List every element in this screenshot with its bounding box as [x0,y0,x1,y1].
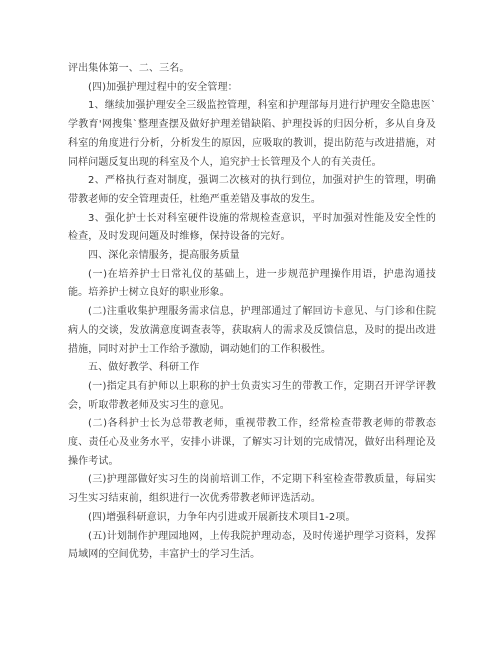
document-body [68,60,436,565]
paragraph-service-1: (一)在培养护士日常礼仪的基础上，进一步规范护理操作用语，护患沟通技能。培养护士树立良好的职业形象。 [68,268,436,299]
paragraph-safety-2: 2、严格执行查对制度，强调二次核对的执行到位，加强对护生的管理，明确带教老师的安全管理责任，杜绝严重差错及事故的发生。 [68,175,436,205]
paragraph-safety-1: 1、继续加强护理安全三级监控管理，科室和护理部每月进行护理安全隐患医`学教育'网搜集`整理查摆及做好护理差错缺陷、护理投诉的归因分析，多从自身及科室的角度进行分析，分析发生的原因，应吸取的教训，提出防范与改进措施，对同样问题反复出现的科室及个人，追究护士长管理及个人的有关责任。 [68,100,436,168]
paragraph-teaching-3: (三)护理部做好实习生的岗前培训工作，不定期下科室检查带教质量，每届实习生实习结束前，组织进行一次优秀带教老师评选活动。 [68,474,436,505]
section-heading-teaching: 五、做好教学、科研工作 [88,362,200,374]
paragraph-teaching-4: (四)增强科研意识，力争年内引进或开展新技术项目1-2项。 [88,511,356,523]
paragraph-teaching-1: (一)指定具有护师以上职称的护士负责实习生的带教工作，定期召开评学评教会，听取带教老师及实习生的意见。 [68,380,436,411]
paragraph-1: 评出集体第一、二、三名。 [68,63,190,74]
section-heading-safety: (四)加强护理过程中的安全管理： [88,81,238,93]
paragraph-teaching-2: (二)各科护士长为总带教老师，重视带教工作，经常检查带教老师的带教态度、责任心及业务水平，安排小讲课，了解实习计划的完成情况，做好出科理论及操作考试。 [68,418,436,467]
paragraph-service-2: (二)注重收集护理服务需求信息，护理部通过了解回访卡意见、与门诊和住院病人的交谈，发放满意度调查表等，获取病人的需求及反馈信息，及时的提出改进措施，同时对护士工作给予激励，调动她们的工作积极性。 [68,306,436,355]
section-heading-service: 四、深化亲情服务，提高服务质量 [88,250,240,262]
paragraph-safety-3: 3、强化护士长对科室硬件设施的常规检查意识，平时加强对性能及安全性的检查，及时发现问题及时维修，保持设备的完好。 [68,212,436,243]
paragraph-teaching-5: (五)计划制作护理园地网，上传我院护理动态，及时传递护理学习资料，发挥局域网的空间优势，丰富护士的学习生活。 [68,530,436,561]
